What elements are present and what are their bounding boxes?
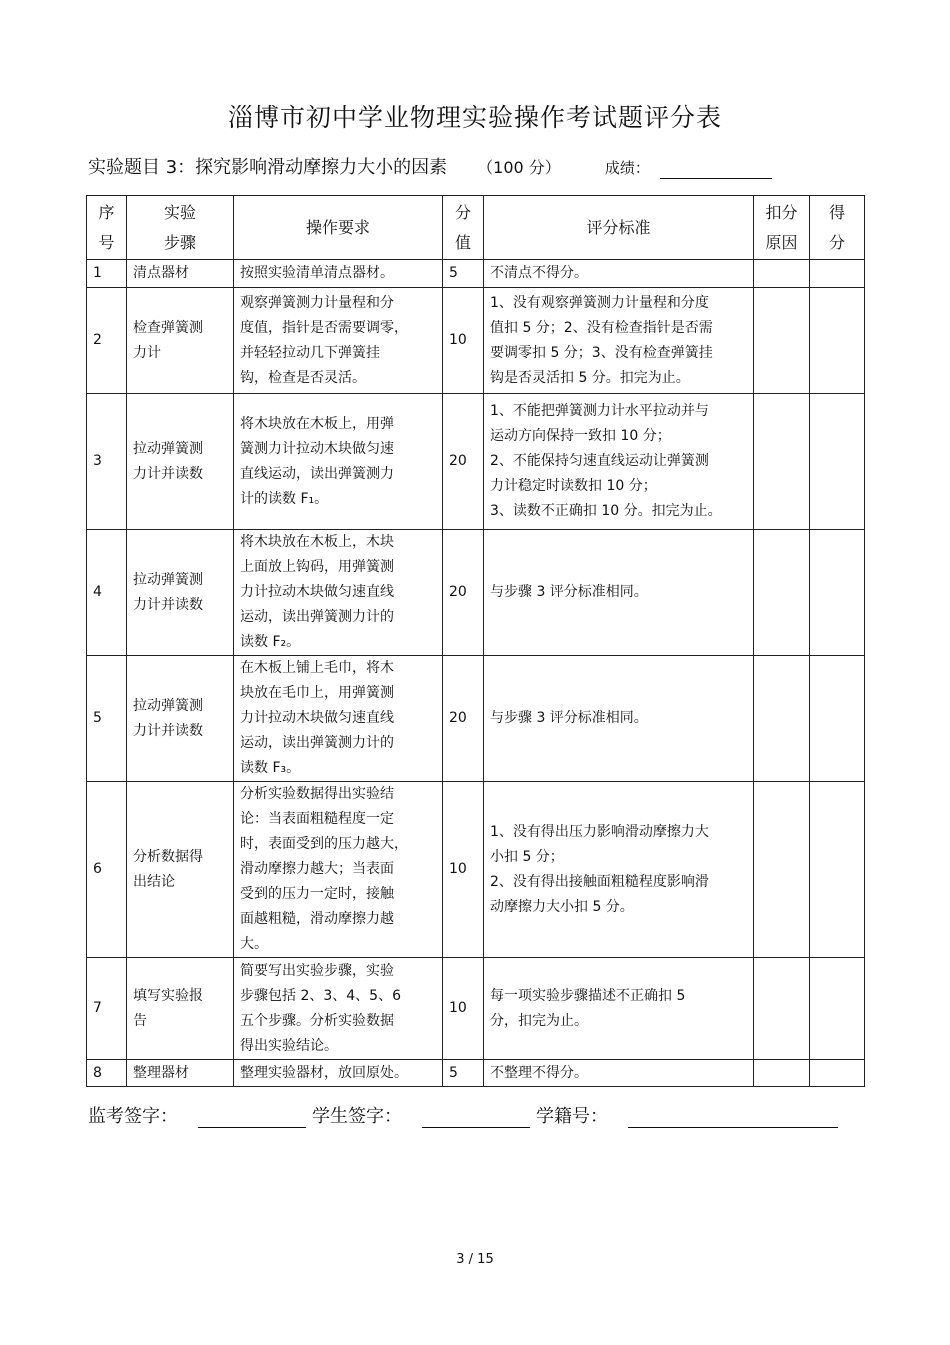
proctor-signature-label: 监考签字： — [88, 1106, 178, 1127]
table-row — [87, 1060, 865, 1087]
header-requirement: 操作要求 — [234, 196, 443, 260]
table-row — [87, 782, 865, 958]
row-requirement: 观察弹簧测力计量程和分 度值，指针是否需要调零， 并轻轻拉动几下弹簧挂 钩，检查是否灵活。 — [234, 288, 443, 394]
student-id-label: 学籍号： — [536, 1106, 608, 1127]
row-deduction-cell[interactable] — [754, 260, 810, 288]
row-points: 20 — [443, 394, 484, 530]
row-standard: 与步骤 3 评分标准相同。 — [484, 656, 754, 782]
header-score: 得 分 — [810, 196, 865, 260]
row-step: 清点器材 — [127, 260, 234, 288]
row-points: 20 — [443, 656, 484, 782]
row-step: 拉动弹簧测 力计并读数 — [127, 656, 234, 782]
table-row — [87, 394, 865, 530]
header-standard: 评分标准 — [484, 196, 754, 260]
row-step: 检查弹簧测 力计 — [127, 288, 234, 394]
row-score-cell[interactable] — [810, 288, 865, 394]
student-signature-label: 学生签字： — [312, 1106, 402, 1127]
row-deduction-cell[interactable] — [754, 288, 810, 394]
row-no: 8 — [87, 1060, 127, 1087]
table-header-row — [87, 196, 865, 260]
student-signature-field[interactable] — [422, 1109, 530, 1128]
row-requirement: 将木块放在木板上，木块 上面放上钩码，用弹簧测 力计拉动木块做匀速直线 运动，读出弹簧测力计的 读数 F₂。 — [234, 530, 443, 656]
row-deduction-cell[interactable] — [754, 530, 810, 656]
row-score-cell[interactable] — [810, 530, 865, 656]
page-number: 3 / 15 — [456, 1252, 494, 1267]
row-deduction-cell[interactable] — [754, 782, 810, 958]
row-requirement: 整理实验器材，放回原处。 — [234, 1060, 443, 1087]
table-row — [87, 288, 865, 394]
row-step: 分析数据得 出结论 — [127, 782, 234, 958]
row-score-cell[interactable] — [810, 394, 865, 530]
table-row — [87, 656, 865, 782]
row-no: 5 — [87, 656, 127, 782]
row-standard: 1、没有观察弹簧测力计量程和分度 值扣 5 分；2、没有检查指针是否需 要调零扣 5 分；3、没有检查弹簧挂 钩是否灵活扣 5 分。扣完为止。 — [484, 288, 754, 394]
row-standard: 1、不能把弹簧测力计水平拉动并与 运动方向保持一致扣 10 分； 2、不能保持匀速直线运动让弹簧测 力计稳定时读数扣 10 分； 3、读数不正确扣 10 分。扣完为止。 — [484, 394, 754, 530]
row-requirement: 在木板上铺上毛巾，将木 块放在毛巾上，用弹簧测 力计拉动木块做匀速直线 运动，读出弹簧测力计的 读数 F₃。 — [234, 656, 443, 782]
row-score-cell[interactable] — [810, 656, 865, 782]
header-points: 分 值 — [443, 196, 484, 260]
header-no: 序 号 — [87, 196, 127, 260]
row-no: 6 — [87, 782, 127, 958]
student-id-field[interactable] — [628, 1109, 838, 1128]
scoring-table — [86, 195, 865, 1087]
row-step: 拉动弹簧测 力计并读数 — [127, 394, 234, 530]
score-blank[interactable] — [660, 162, 772, 179]
row-requirement: 按照实验清单清点器材。 — [234, 260, 443, 288]
signature-line — [88, 1102, 844, 1128]
row-score-cell[interactable] — [810, 260, 865, 288]
row-points: 5 — [443, 260, 484, 288]
experiment-topic-line — [88, 153, 772, 179]
row-score-cell[interactable] — [810, 958, 865, 1060]
row-score-cell[interactable] — [810, 782, 865, 958]
row-standard: 每一项实验步骤描述不正确扣 5 分，扣完为止。 — [484, 958, 754, 1060]
row-points: 10 — [443, 958, 484, 1060]
row-no: 2 — [87, 288, 127, 394]
header-step: 实验 步骤 — [127, 196, 234, 260]
row-no: 1 — [87, 260, 127, 288]
row-points: 10 — [443, 782, 484, 958]
row-step: 拉动弹簧测 力计并读数 — [127, 530, 234, 656]
header-deduction-reason: 扣分 原因 — [754, 196, 810, 260]
total-points: （100 分） — [477, 158, 561, 177]
proctor-signature-field[interactable] — [198, 1109, 306, 1128]
experiment-topic: 实验题目 3：探究影响滑动摩擦力大小的因素 — [88, 157, 448, 178]
table-row — [87, 260, 865, 288]
row-step: 整理器材 — [127, 1060, 234, 1087]
row-standard: 不整理不得分。 — [484, 1060, 754, 1087]
page-title: 淄博市初中学业物理实验操作考试题评分表 — [227, 103, 722, 132]
row-requirement: 简要写出实验步骤，实验 步骤包括 2、3、4、5、6 五个步骤。分析实验数据 得出实验结论。 — [234, 958, 443, 1060]
row-standard: 不清点不得分。 — [484, 260, 754, 288]
row-points: 20 — [443, 530, 484, 656]
row-points: 10 — [443, 288, 484, 394]
row-deduction-cell[interactable] — [754, 1060, 810, 1087]
row-deduction-cell[interactable] — [754, 394, 810, 530]
row-requirement: 分析实验数据得出实验结 论：当表面粗糙程度一定 时，表面受到的压力越大， 滑动摩擦力越大；当表面 受到的压力一定时，接触 面越粗糙，滑动摩擦力越 大。 — [234, 782, 443, 958]
score-label: 成绩： — [604, 159, 650, 177]
row-no: 3 — [87, 394, 127, 530]
table-row — [87, 958, 865, 1060]
row-score-cell[interactable] — [810, 1060, 865, 1087]
row-no: 4 — [87, 530, 127, 656]
row-requirement: 将木块放在木板上，用弹 簧测力计拉动木块做匀速 直线运动，读出弹簧测力 计的读数 F₁。 — [234, 394, 443, 530]
row-standard: 与步骤 3 评分标准相同。 — [484, 530, 754, 656]
row-standard: 1、没有得出压力影响滑动摩擦力大 小扣 5 分； 2、没有得出接触面粗糙程度影响滑 动摩擦力大小扣 5 分。 — [484, 782, 754, 958]
row-points: 5 — [443, 1060, 484, 1087]
row-step: 填写实验报 告 — [127, 958, 234, 1060]
row-deduction-cell[interactable] — [754, 656, 810, 782]
row-deduction-cell[interactable] — [754, 958, 810, 1060]
table-row — [87, 530, 865, 656]
row-no: 7 — [87, 958, 127, 1060]
